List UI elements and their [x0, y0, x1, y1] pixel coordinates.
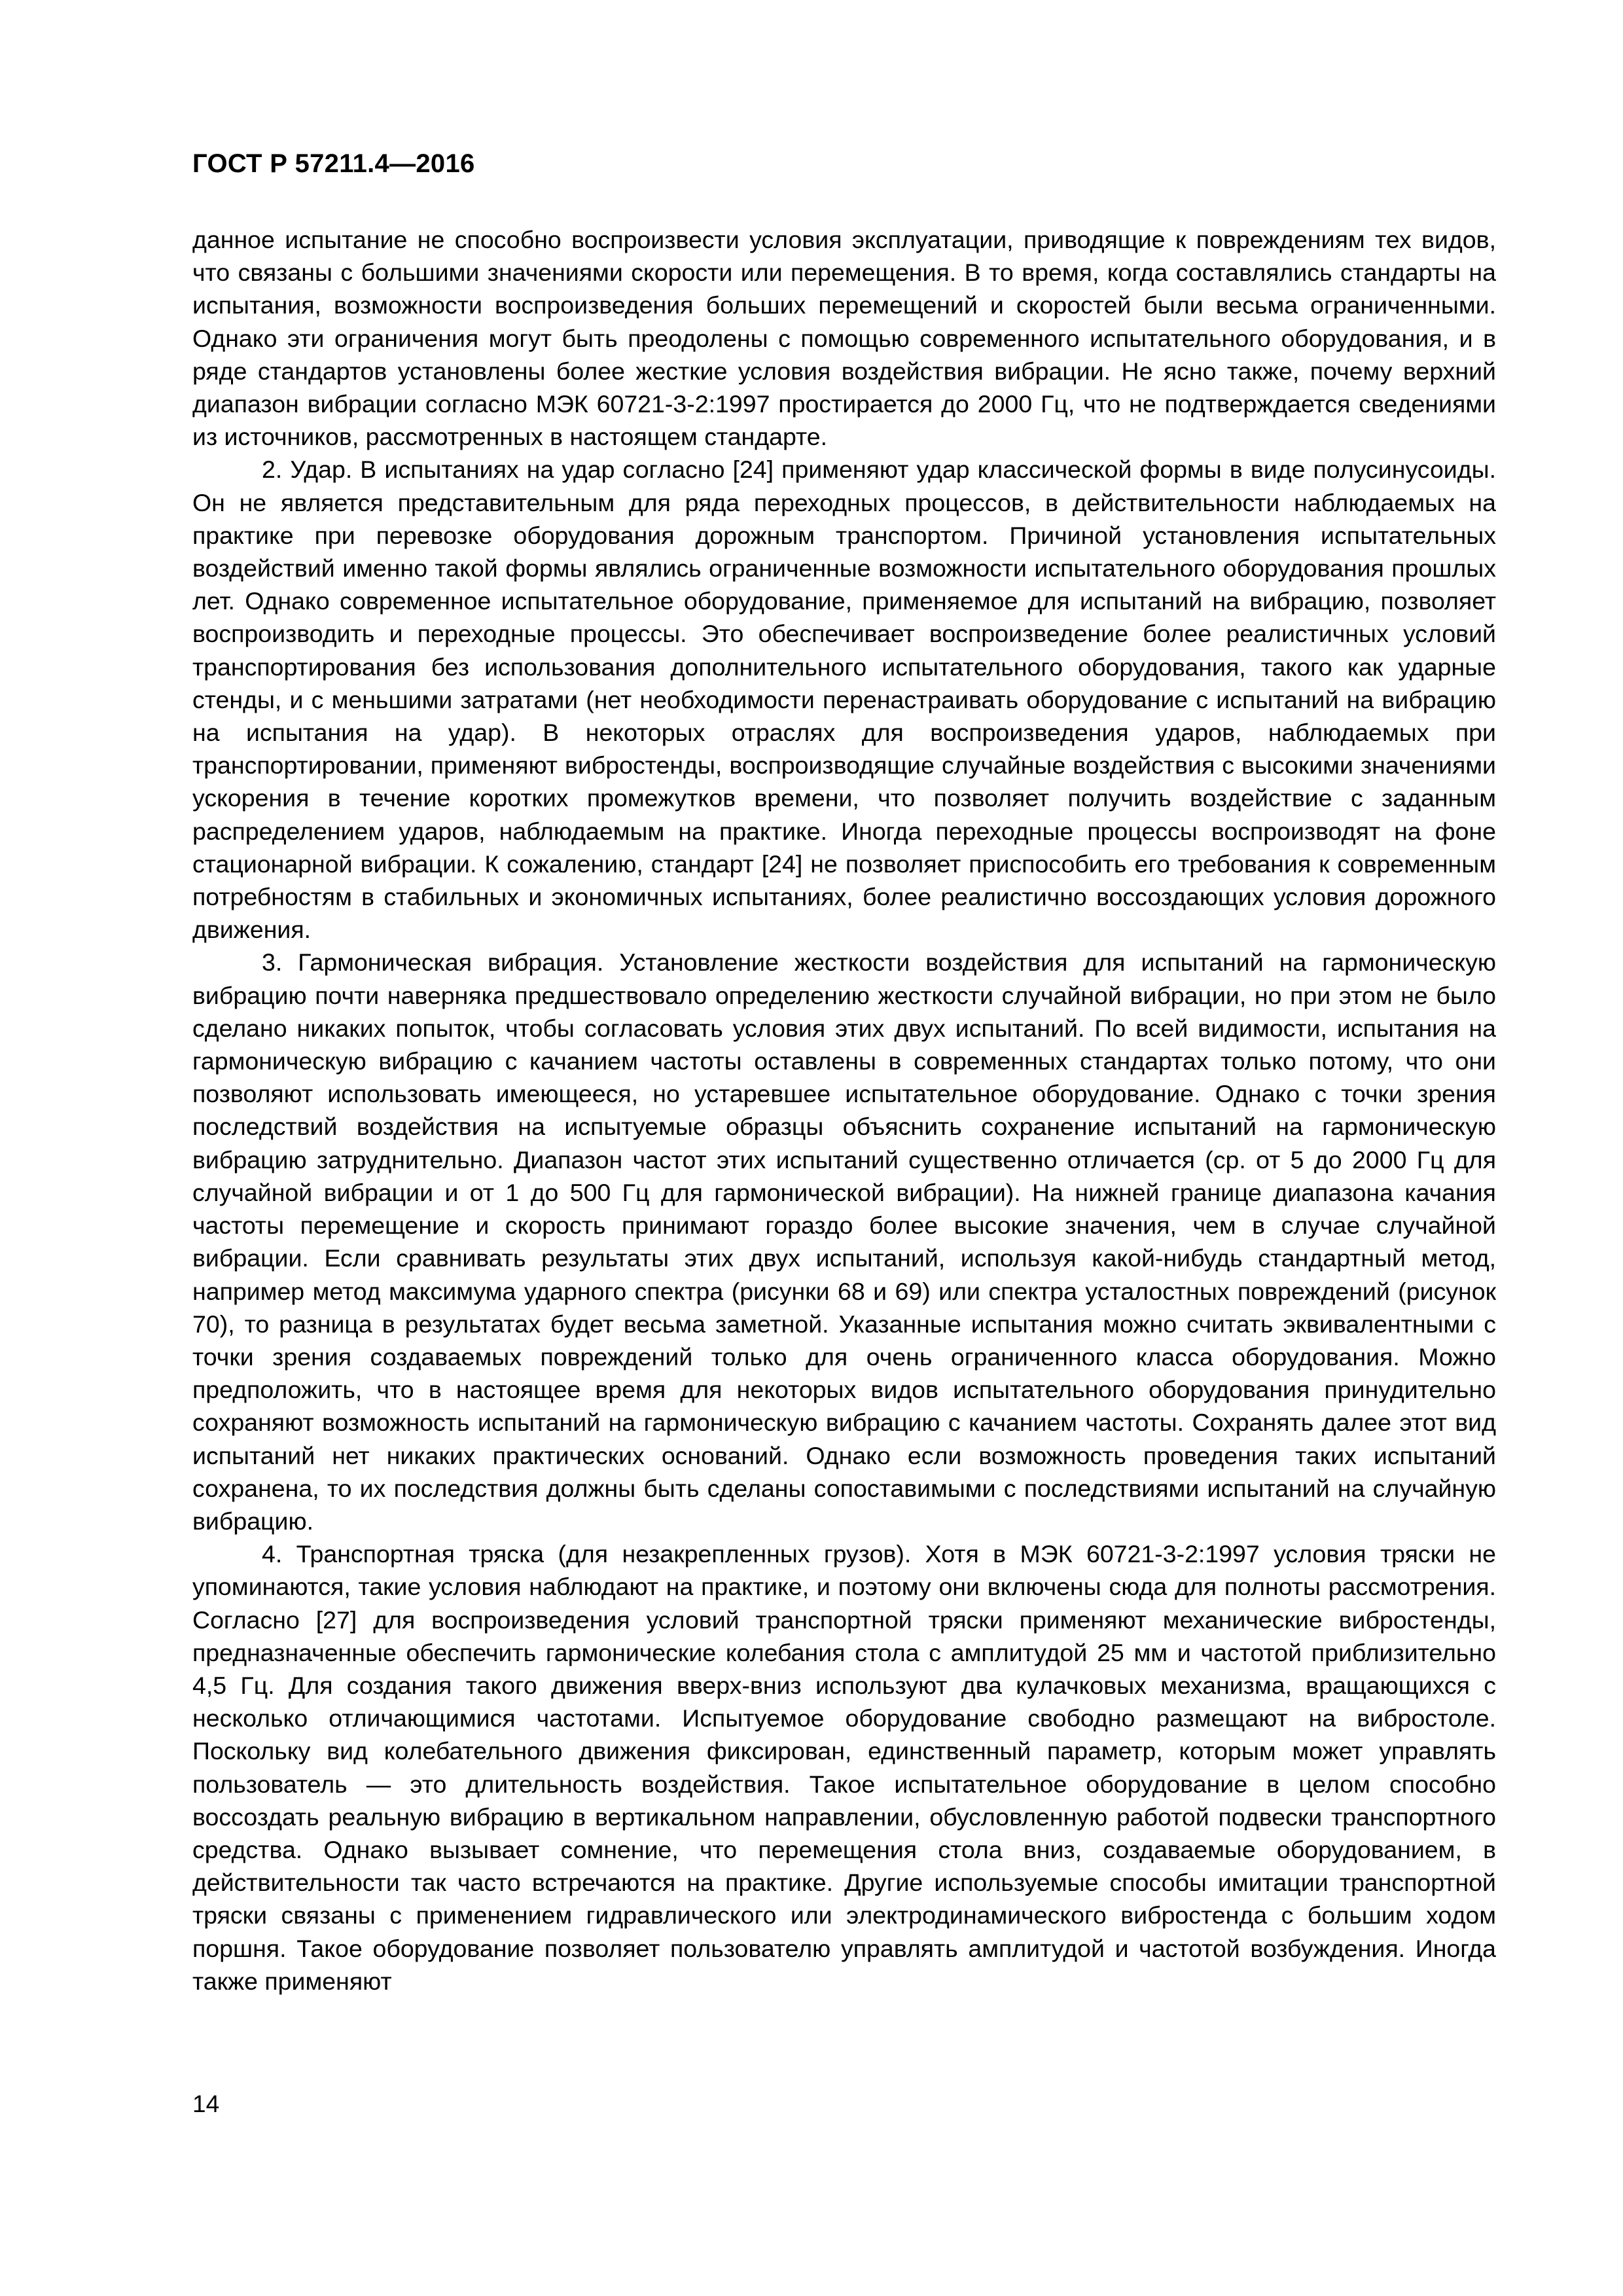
paragraph-sine-vibration: 3. Гармоническая вибрация. Установление жесткости воздействия для испытаний на гармоническую вибрацию почти наверняка предшествовало определению жесткости случайной вибрации, но при этом не было сделано никаких попыток, чтобы согласовать условия этих двух испытаний. По всей видимости, испытания на гармоническую вибрацию с качанием частоты оставлены в современных стандартах только потому, что они позволяют использовать имеющееся, но устаревшее испытательное оборудование. Однако с точки зрения последствий воздействия на испытуемые образцы объяснить сохранение испытаний на гармоническую вибрацию затруднительно. Диапазон частот этих испытаний существенно отличается (ср. от 5 до 2000 Гц для случайной вибрации и от 1 до 500 Гц для гармонической вибрации). На нижней границе диапазона качания частоты перемещение и скорость принимают гораздо более высокие значения, чем в случае случайной вибрации. Если сравнивать результаты этих двух испытаний, используя какой-нибудь стандартный метод, например метод максимума ударного спектра (рисунки 68 и 69) или спектра усталостных повреждений (рисунок 70), то разница в результатах будет весьма заметной. Указанные испытания можно считать эквивалентными с точки зрения создаваемых повреждений только для очень ограниченного класса оборудования. Можно предположить, что в настоящее время для некоторых видов испытательного оборудования принудительно сохраняют возможность испытаний на гармоническую вибрацию с качанием частоты. Сохранять далее этот вид испытаний нет никаких практических оснований. Однако если возможность проведения таких испытаний сохранена, то их последствия должны быть сделаны сопоставимыми с последствиями испытаний на случайную вибрацию. — [192, 948, 1496, 1535]
page-number: 14 — [192, 2090, 220, 2117]
paragraph-continued: данное испытание не способно воспроизвести условия эксплуатации, приводящие к повреждениям тех видов, что связаны с большими значениями скорости или перемещения. В то время, когда составлялись стандарты на испытания, возможности воспроизведения больших перемещений и скоростей были весьма ограниченными. Однако эти ограничения могут быть преодолены с помощью современного испытательного оборудования, и в ряде стандартов установлены более жесткие условия воздействия вибрации. Не ясно также, почему верхний диапазон вибрации согласно МЭК 60721-3-2:1997 простирается до 2000 Гц, что не подтверждается сведениями из источников, рассмотренных в настоящем стандарте. — [192, 226, 1496, 451]
paragraph-shock: 2. Удар. В испытаниях на удар согласно [24] применяют удар классической формы в виде полусинусоиды. Он не является представительным для ряда переходных процессов, в действительности наблюдаемых на практике при перевозке оборудования дорожным транспортом. Причиной установления испытательных воздействий именно такой формы являлись ограниченные возможности испытательного оборудования прошлых лет. Однако современное испытательное оборудование, применяемое для испытаний на вибрацию, позволяет воспроизводить и переходные процессы. Это обеспечивает воспроизведение более реалистичных условий транспортирования без использования дополнительного испытательного оборудования, такого как ударные стенды, и с меньшими затратами (нет необходимости перенастраивать оборудование с испытаний на вибрацию на испытания на удар). В некоторых отраслях для воспроизведения ударов, наблюдаемых при транспортировании, применяют вибростенды, воспроизводящие случайные воздействия с высокими значениями ускорения в течение коротких промежутков времени, что позволяет получить воздействие с заданным распределением ударов, наблюдаемым на практике. Иногда переходные процессы воспроизводят на фоне стационарной вибрации. К сожалению, стандарт [24] не позволяет приспособить его требования к современным потребностям в стабильных и экономичных испытаниях, более реалистично воссоздающих условия дорожного движения. — [192, 456, 1496, 944]
body-text — [192, 223, 1496, 1998]
paragraph-transport-bounce: 4. Транспортная тряска (для незакрепленных грузов). Хотя в МЭК 60721-3-2:1997 условия тряски не упоминаются, такие условия наблюдают на практике, и поэтому они включены сюда для полноты рассмотрения. Согласно [27] для воспроизведения условий транспортной тряски применяют механические вибростенды, предназначенные обеспечить гармонические колебания стола с амплитудой 25 мм и частотой приблизительно 4,5 Гц. Для создания такого движения вверх-вниз используют два кулачковых механизма, вращающихся с несколько отличающимися частотами. Испытуемое оборудование свободно размещают на вибростоле. Поскольку вид колебательного движения фиксирован, единственный параметр, которым может управлять пользователь — это длительность воздействия. Такое испытательное оборудование в целом способно воссоздать реальную вибрацию в вертикальном направлении, обусловленную работой подвески транспортного средства. Однако вызывает сомнение, что перемещения стола вниз, создаваемые оборудованием, в действительности так часто встречаются на практике. Другие используемые способы имитации транспортной тряски связаны с применением гидравлического или электродинамического вибростенда с большим ходом поршня. Такое оборудование позволяет пользователю управлять амплитудой и частотой возбуждения. Иногда также применяют — [192, 1540, 1496, 1995]
document-header: ГОСТ Р 57211.4—2016 — [192, 149, 475, 178]
